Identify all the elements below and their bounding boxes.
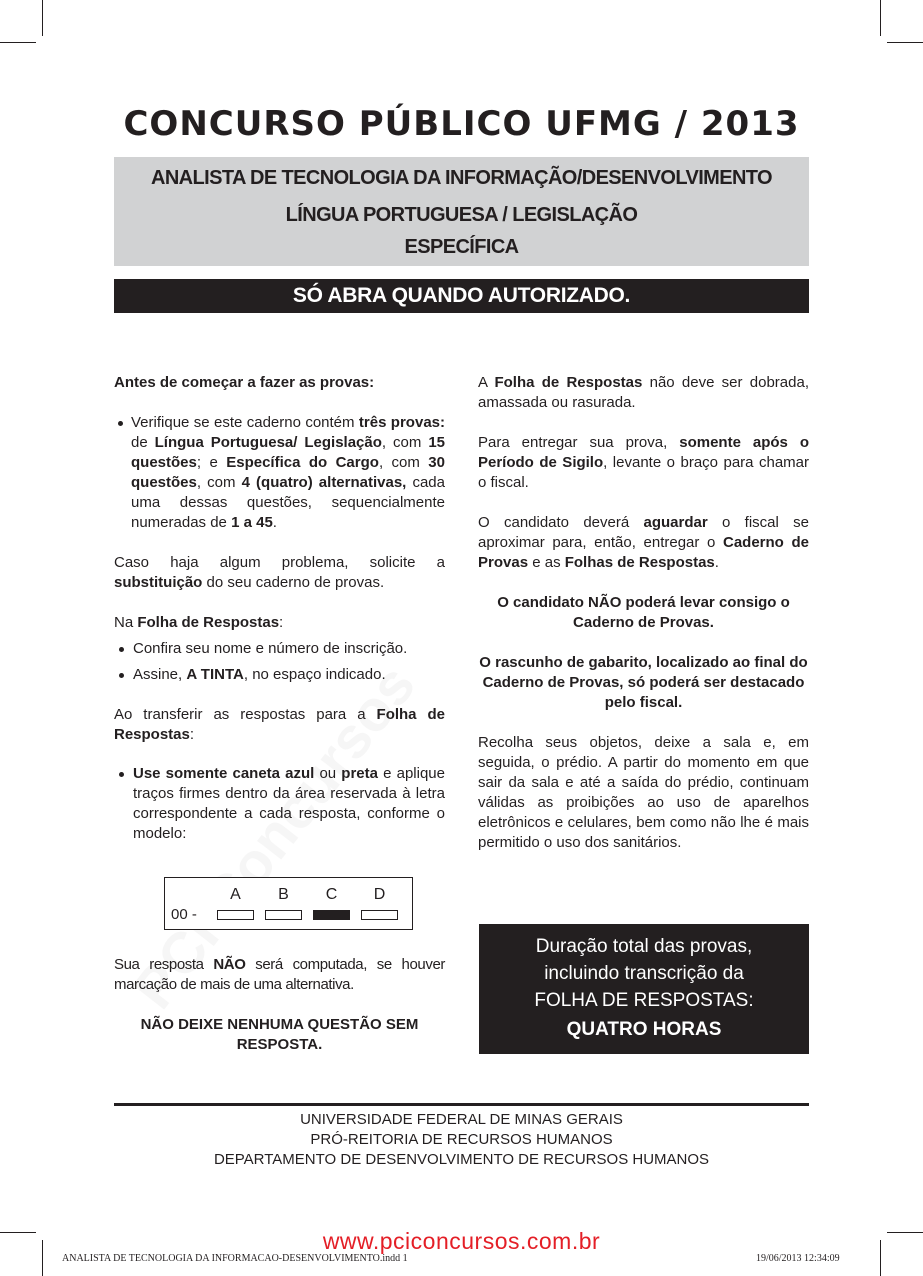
bullet-icon [119,647,124,652]
duration-line-3: FOLHA DE RESPOSTAS: [534,990,754,1011]
subjects-line-1: LÍNGUA PORTUGUESA / LEGISLAÇÃO [285,204,638,226]
duration-value: QUATRO HORAS [566,1019,722,1040]
answer-bubble-a [217,910,254,920]
option-letter-d: D [373,886,386,903]
text: , com [381,434,429,451]
text: : [189,726,195,743]
text: , com [378,454,429,471]
text: o fiscal se aproximar para, então, entregar o [478,514,809,551]
text: Ao transferir as respostas para a [114,706,377,723]
bullet-icon [119,772,124,777]
text: Verifique se este caderno contém [131,414,359,431]
answer-bubble-b [265,910,302,920]
duration-box [479,924,809,1054]
verify-bullet [114,413,445,533]
text: . [272,514,277,531]
right-column [478,373,809,853]
pen-bullet [114,764,445,844]
crop-mark [0,42,36,43]
text-bold: 1 a 45 [231,514,273,531]
check-name-bullet [114,639,445,659]
question-number: 00 - [171,906,197,923]
option-letter-c: C [325,886,338,903]
footer-university: UNIVERSIDADE FEDERAL DE MINAS GERAIS [300,1111,623,1128]
text-bold: A TINTA [186,666,244,683]
text: , com [196,474,242,491]
duration-line-1: Duração total das provas, [535,936,753,957]
print-slug-filename: ANALISTA DE TECNOLOGIA DA INFORMACAO-DESENVOLVIMENTO.indd 1 [62,1253,408,1264]
option-letter-a: A [230,886,241,903]
instructions-heading: Antes de começar a fazer as provas: [114,374,375,391]
text-bold: Caderno de Provas [478,534,809,571]
answer-model-example [164,877,413,930]
open-warning-banner: SÓ ABRA QUANDO AUTORIZADO. [114,279,809,313]
text: A [478,374,495,391]
text-bold: somente após o Período de Sigilo [478,434,809,471]
answer-sheet-intro [114,613,445,633]
text: Sua resposta [114,956,214,973]
duration-line-2: incluindo transcrição da [544,963,744,984]
text: de [131,434,155,451]
text: Assine, [133,666,187,683]
position-title: ANALISTA DE TECNOLOGIA DA INFORMAÇÃO/DESENVOLVIMENTO [150,167,773,189]
folded-paragraph [478,373,809,413]
text-bold: preta [341,765,378,782]
text-bold: aguardar [643,514,708,531]
bullet-icon [118,421,123,426]
text: . [714,554,719,571]
crop-mark [887,42,923,43]
text-bold: Folhas de Respostas [564,554,715,571]
text: Para entregar sua prova, [478,434,680,451]
source-url-link[interactable]: www.pciconcursos.com.br [322,1228,601,1254]
problem-paragraph [114,553,445,593]
option-letter-b: B [278,886,289,903]
text-bold: substituição [114,574,203,591]
left-column [114,373,445,844]
page-title: CONCURSO PÚBLICO UFMG / 2013 [123,104,800,144]
crop-mark [42,0,43,36]
answer-bubble-c-filled [313,910,350,920]
footer-divider [114,1103,809,1106]
wait-paragraph [478,513,809,573]
text: ou [314,765,342,782]
no-take-warning: O candidato NÃO poderá levar consigo o Caderno de Provas. [497,594,790,631]
text: cada uma dessas questões, sequencialmente numeradas de [131,474,445,531]
text-bold: Folha de Respostas [114,706,445,743]
text: Caso haja algum problema, solicite a [114,554,445,571]
text: , no espaço indicado. [243,666,386,683]
text: , levante o braço para chamar o fiscal. [478,454,810,491]
text: do seu caderno de provas. [202,574,385,591]
text: não deve ser dobrada, amassada ou rasurada. [478,374,809,411]
deliver-paragraph [478,433,809,493]
text-bold: Folha de Respostas [494,374,643,391]
left-column-bottom [114,955,445,1055]
draft-warning: O rascunho de gabarito, localizado ao final do Caderno de Provas, só poderá ser destacado pelo fiscal. [479,654,808,711]
transfer-intro [114,705,445,745]
text: e as [528,554,565,571]
answer-bubble-d [361,910,398,920]
crop-mark [880,0,881,36]
text-bold: 4 (quatro) alternativas, [241,474,407,491]
text-bold: 30 questões [131,454,445,491]
subjects-line-2: ESPECÍFICA [404,236,519,258]
footer-department: DEPARTAMENTO DE DESENVOLVIMENTO DE RECURSOS HUMANOS [213,1151,710,1168]
no-blank-warning: NÃO DEIXE NENHUMA QUESTÃO SEM RESPOSTA. [140,1016,419,1053]
sign-bullet [114,665,445,685]
text: será computada, se houver marcação de mais de uma alternativa. [114,956,445,993]
text-bold: Língua Portuguesa/ Legislação [154,434,382,451]
text-bold: Folha de Respostas [137,614,280,631]
leave-paragraph: Recolha seus objetos, deixe a sala e, em seguida, o prédio. A partir do momento em que sair da sala e até a saída do prédio, continuam válidas as proibições ao uso de aparelhos eletrônicos e celulares, bem como não lhe é mais permitido o uso dos sanitários. [478,734,809,851]
print-slug-datetime: 19/06/2013 12:34:09 [756,1253,840,1264]
exam-info-band [114,157,809,266]
text-bold: Use somente caneta azul [133,765,315,782]
text: Na [114,614,138,631]
bullet-icon [119,673,124,678]
text: ; e [196,454,227,471]
text-bold: Específica do Cargo [226,454,379,471]
footer-pro-rectory: PRÓ-REITORIA DE RECURSOS HUMANOS [310,1131,613,1148]
text-bold: 15 questões [131,434,446,471]
text-bold: três provas: [358,414,445,431]
text: e aplique traços firmes dentro da área reservada à letra correspondente a cada resposta, conforme o modelo: [133,765,445,842]
text: : [279,614,284,631]
text-bold: NÃO [213,956,246,973]
not-computed-paragraph [114,955,445,995]
text: O candidato deverá [478,514,644,531]
text: Confira seu nome e número de inscrição. [133,640,408,657]
